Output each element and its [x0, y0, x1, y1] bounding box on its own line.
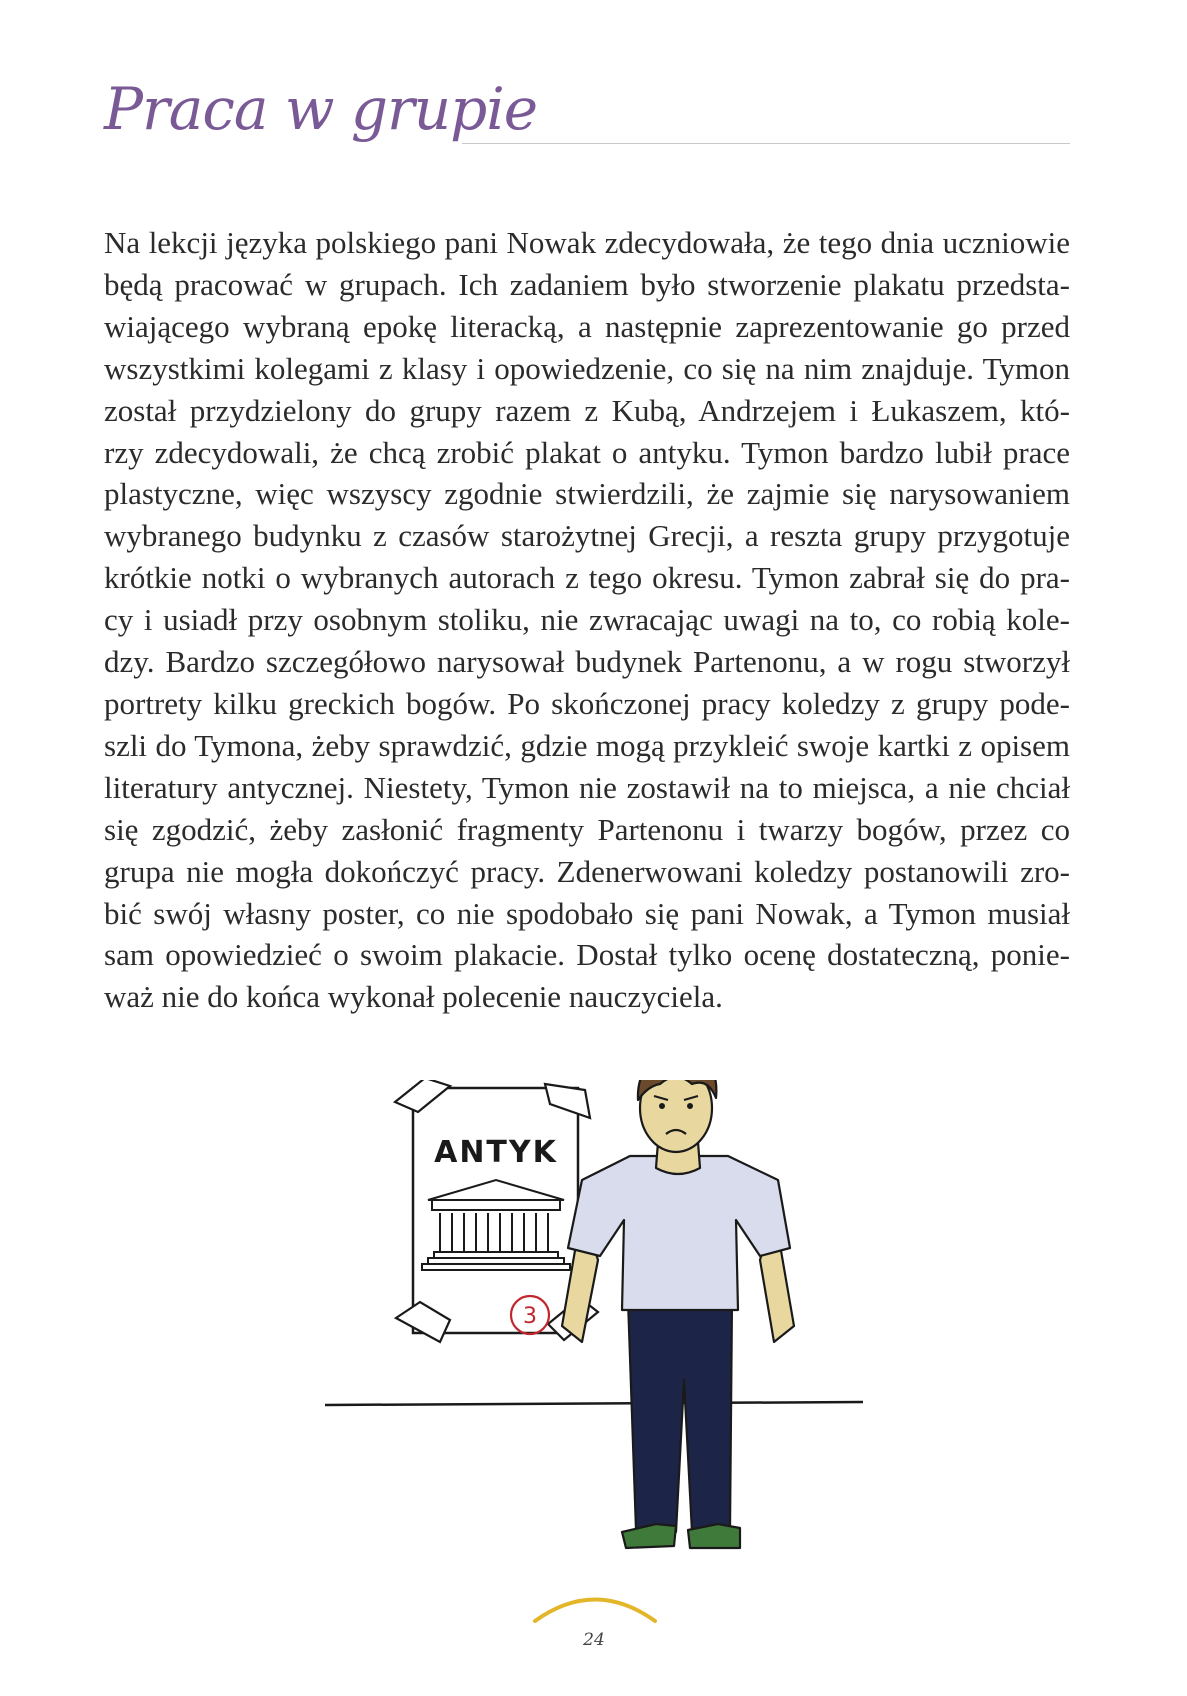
t-shirt — [568, 1156, 790, 1310]
paragraph-line: literatury antycznej. Niestety, Tymon nie zostawił na to miejsca, a nie chciał — [104, 769, 1070, 805]
head — [640, 1080, 712, 1152]
paragraph-line: wybranego budynku z czasów starożytnej Grecji, a reszta grupy przygotuje — [104, 518, 1070, 554]
paragraph-line: sam opowiedzieć o swoim plakacie. Dostał tylko ocenę dostateczną, ponie- — [104, 937, 1070, 973]
paragraph-line: będą pracować w grupach. Ich zadaniem było stworzenie plakatu przedsta- — [104, 266, 1070, 302]
paragraph-line: wiającego wybraną epokę literacką, a następnie zaprezentowanie go przed — [104, 308, 1070, 344]
poster-title: ANTYK — [434, 1135, 558, 1170]
paragraph-line: plastyczne, więc wszyscy zgodnie stwierdzili, że zajmie się narysowaniem — [104, 476, 1070, 512]
right-eye — [687, 1103, 693, 1109]
paragraph-line: szli do Tymona, żeby sprawdzić, gdzie mogą przykleić swoje kartki z opisem — [104, 727, 1070, 763]
heading-divider-line — [462, 143, 1070, 144]
paragraph-line: waż nie do końca wykonał polecenie nauczyciela. — [104, 979, 723, 1015]
paragraph-line: grupa nie mogła dokończyć pracy. Zdenerwowani koledzy postanowili zro- — [104, 853, 1070, 889]
left-shoe — [622, 1524, 676, 1548]
paragraph-line: Na lekcji języka polskiego pani Nowak zdecydowała, że tego dnia uczniowie — [104, 225, 1070, 260]
story-paragraph — [104, 222, 1070, 1018]
chapter-heading: Praca w grupie — [104, 75, 538, 143]
left-eye — [659, 1103, 665, 1109]
paragraph-line: portrety kilku greckich bogów. Po skończonej pracy koledzy z grupy pode- — [104, 685, 1070, 721]
paragraph-line: dzy. Bardzo szczegółowo narysował budynek Partenonu, a w rogu stworzył — [104, 644, 1070, 680]
page-number-arc — [530, 1594, 660, 1624]
illustration-boy-with-poster — [300, 1080, 900, 1560]
paragraph-line: cy i usiadł przy osobnym stoliku, nie zwracając uwagi na to, co robią kole- — [104, 602, 1070, 638]
paragraph-line: bić swój własny poster, co nie spodobało się pani Nowak, a Tymon musiał — [104, 895, 1070, 931]
paragraph-line: wszystkimi kolegami z klasy i opowiedzenie, co się na nim znajduje. Tymon — [104, 350, 1070, 386]
paragraph-line: został przydzielony do grupy razem z Kubą, Andrzejem i Łukaszem, któ- — [104, 392, 1070, 428]
floor-line — [325, 1402, 863, 1405]
page-number: 24 — [583, 1630, 605, 1650]
grade-mark: 3 — [523, 1304, 537, 1329]
pants — [628, 1300, 732, 1532]
right-shoe — [688, 1524, 740, 1548]
paragraph-line: się zgodzić, żeby zasłonić fragmenty Partenonu i twarzy bogów, przez co — [104, 811, 1070, 847]
paragraph-line: krótkie notki o wybranych autorach z tego okresu. Tymon zabrał się do pra- — [104, 560, 1070, 596]
paragraph-line: rzy zdecydowali, że chcą zrobić plakat o antyku. Tymon bardzo lubił prace — [104, 434, 1070, 470]
